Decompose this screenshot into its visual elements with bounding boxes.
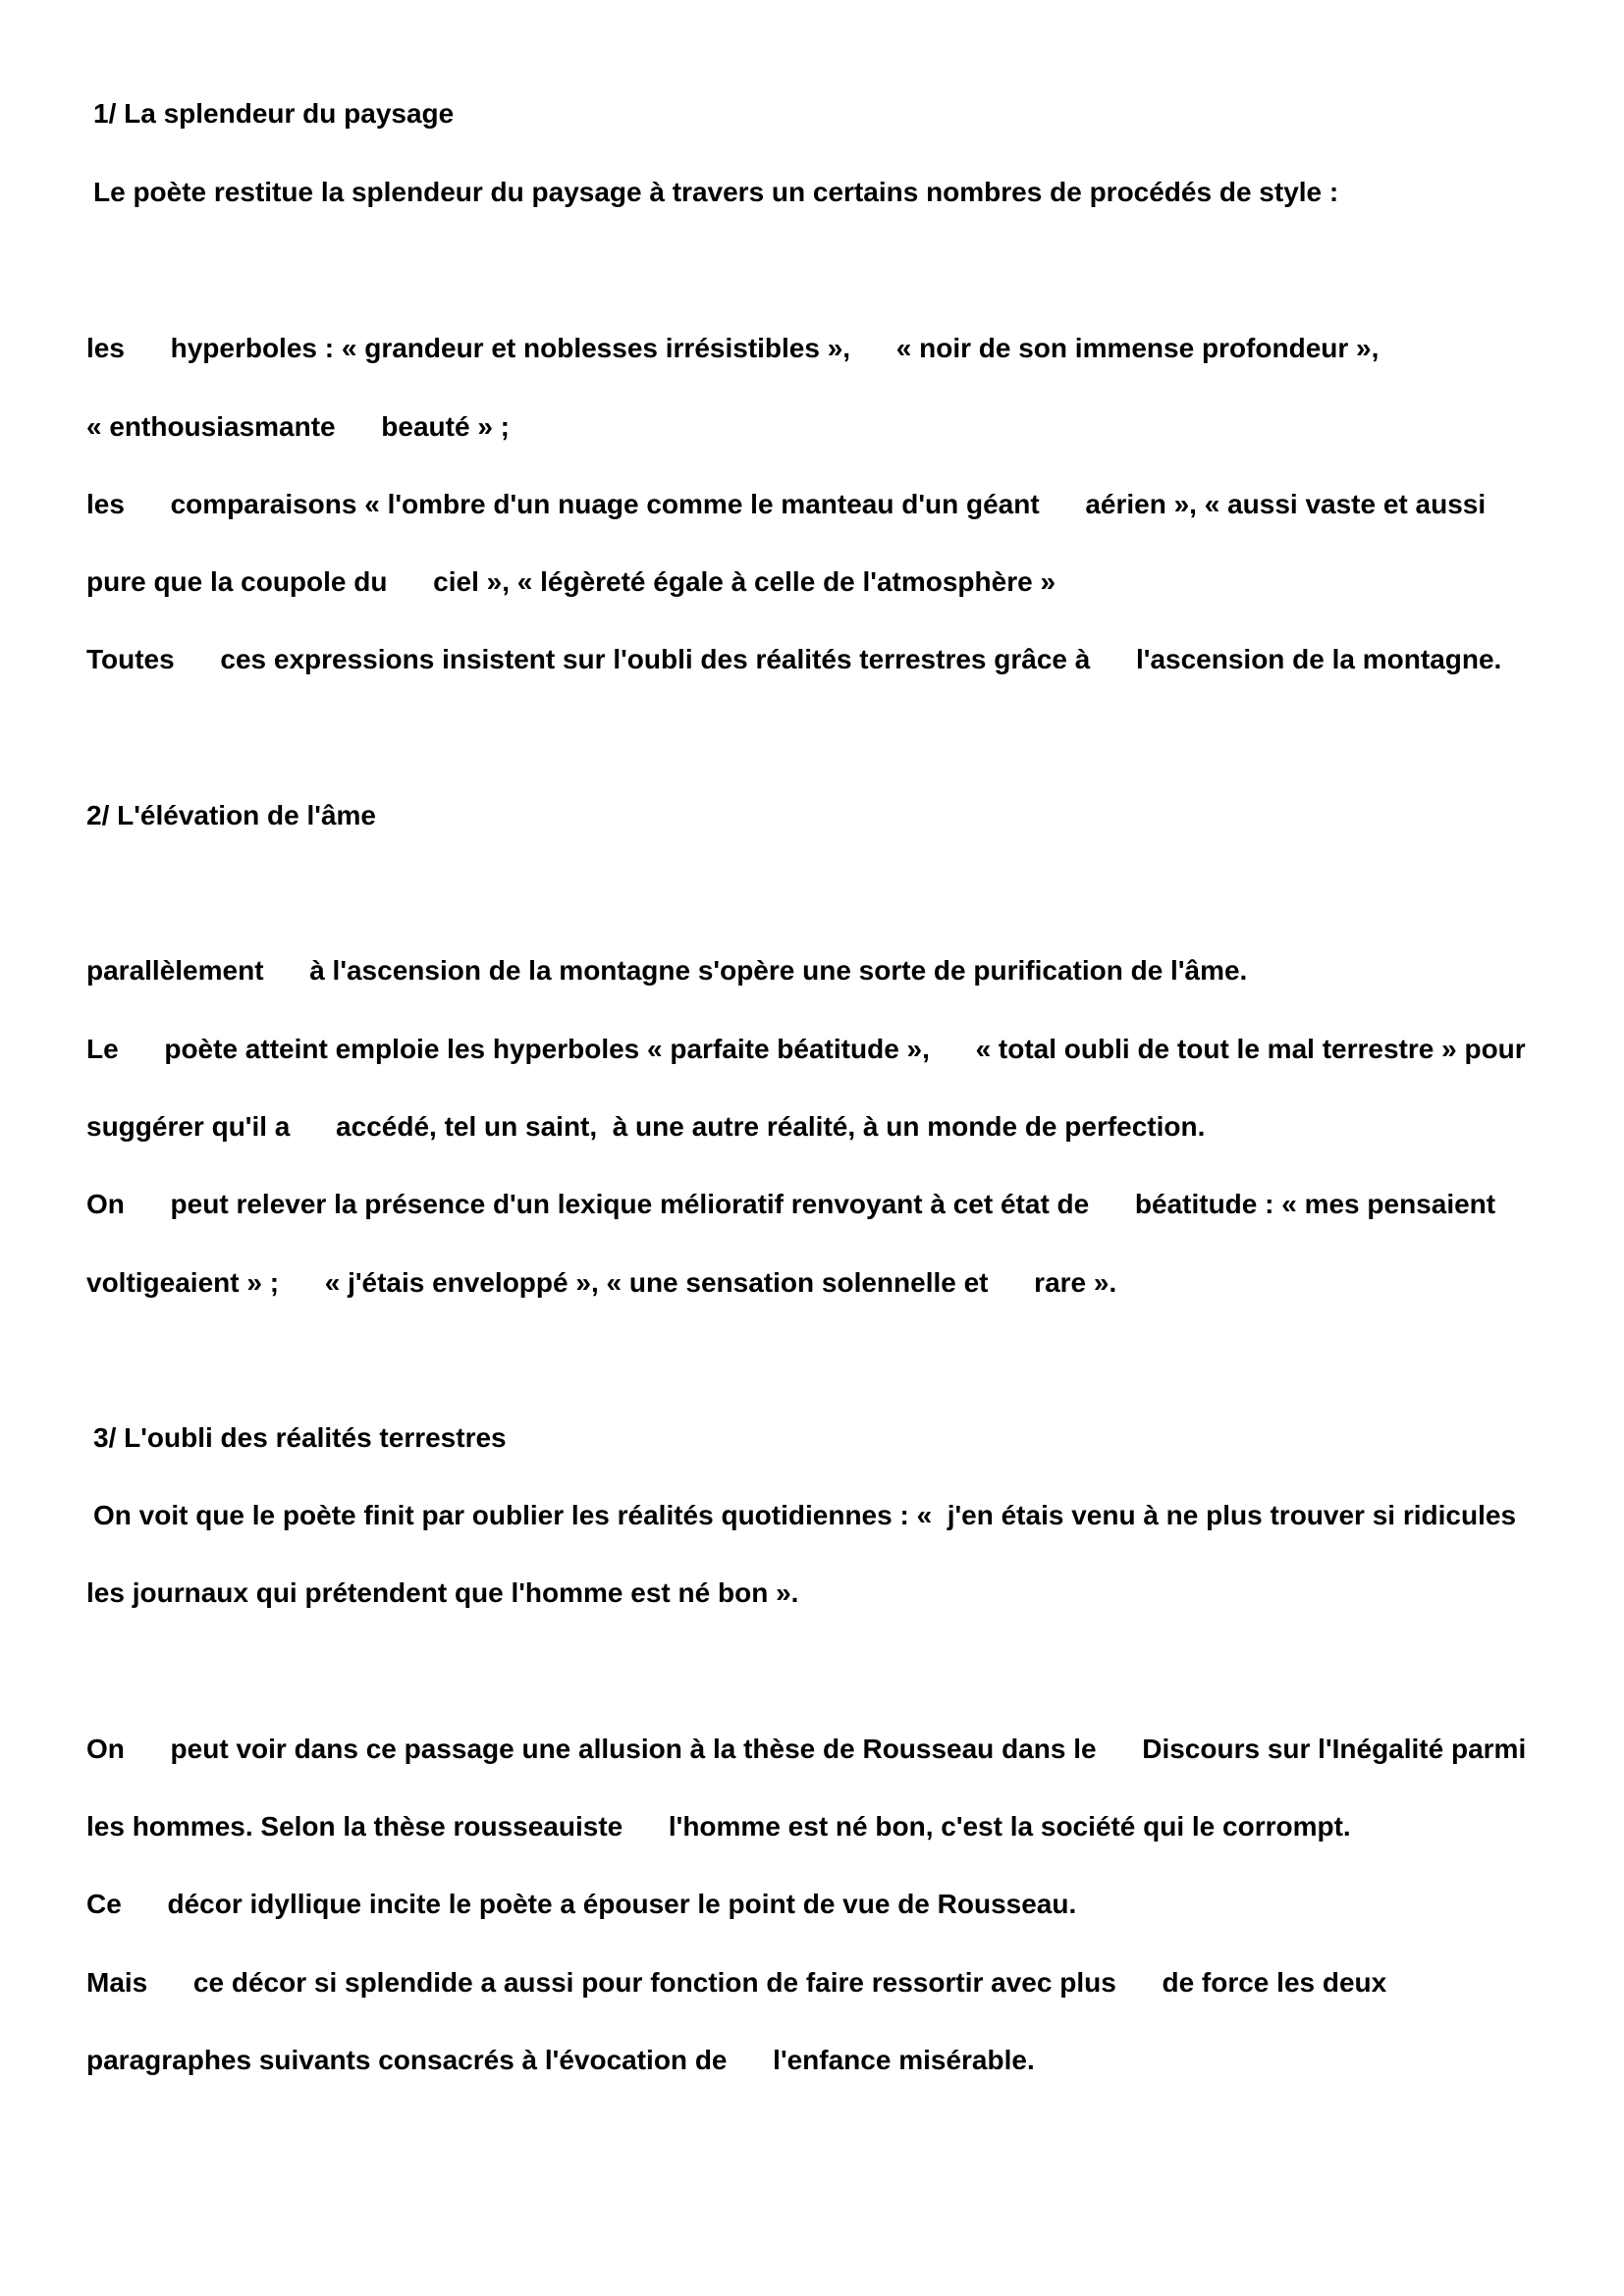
section-1-line: pure que la coupole du ciel », « légèreté égale à celle de l'atmosphère » [86,566,1056,597]
section-2-line: On peut relever la présence d'un lexique mélioratif renvoyant à cet état de béatitude : « mes pensaient [86,1189,1496,1219]
section-2-line: parallèlement à l'ascension de la montagne s'opère une sorte de purification de l'âme. [86,955,1248,986]
section-3-line: les journaux qui prétendent que l'homme est né bon ». [86,1577,799,1608]
section-3-heading: 3/ L'oubli des réalités terrestres [93,1422,507,1453]
section-1-intro: Le poète restitue la splendeur du paysage à travers un certains nombres de procédés de style : [93,177,1339,207]
section-2-line: voltigeaient » ; « j'étais enveloppé », « une sensation solennelle et rare ». [86,1267,1117,1298]
section-3-line: paragraphes suivants consacrés à l'évocation de l'enfance misérable. [86,2045,1035,2075]
section-3-line: Mais ce décor si splendide a aussi pour fonction de faire ressortir avec plus de force les deux [86,1967,1387,1998]
section-1-line: Toutes ces expressions insistent sur l'oubli des réalités terrestres grâce à l'ascension de la montagne. [86,644,1502,674]
section-3-line: On peut voir dans ce passage une allusion à la thèse de Rousseau dans le Discours sur l'Inégalité parmi [86,1734,1527,1764]
section-1-heading: 1/ La splendeur du paysage [93,98,455,129]
section-2-heading: 2/ L'élévation de l'âme [86,800,376,830]
section-1-line: les hyperboles : « grandeur et noblesses irrésistibles », « noir de son immense profondeur », [86,333,1380,363]
section-1-line: les comparaisons « l'ombre d'un nuage comme le manteau d'un géant aérien », « aussi vaste et aussi [86,489,1487,519]
section-3-line: les hommes. Selon la thèse rousseauiste l'homme est né bon, c'est la société qui le corrompt. [86,1811,1351,1842]
section-1-line: « enthousiasmante beauté » ; [86,411,511,442]
section-2-line: suggérer qu'il a accédé, tel un saint, à une autre réalité, à un monde de perfection. [86,1111,1206,1142]
section-3-intro: On voit que le poète finit par oublier les réalités quotidiennes : « j'en étais venu à ne plus trouver si ridicules [93,1500,1517,1530]
section-2-line: Le poète atteint emploie les hyperboles « parfaite béatitude », « total oubli de tout le mal terrestre » pour [86,1034,1526,1064]
section-3-line: Ce décor idyllique incite le poète a épouser le point de vue de Rousseau. [86,1889,1077,1919]
